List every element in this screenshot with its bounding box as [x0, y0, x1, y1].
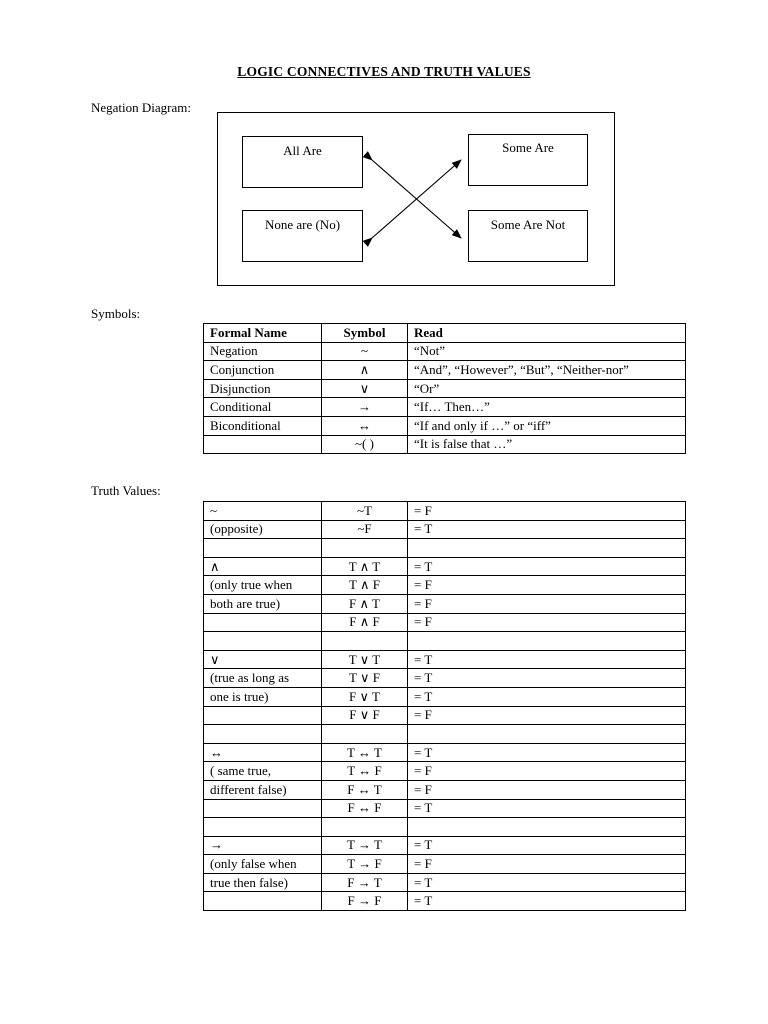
table-cell	[322, 539, 408, 558]
table-row	[204, 398, 686, 417]
table-row	[204, 892, 686, 911]
table-cell	[204, 892, 322, 911]
table-cell: Biconditional	[204, 416, 322, 435]
table-row	[204, 594, 686, 613]
table-cell: = T	[408, 836, 686, 855]
table-cell: T ↔ F	[322, 762, 408, 781]
table-cell	[408, 725, 686, 744]
table-cell: = T	[408, 873, 686, 892]
table-cell	[204, 818, 322, 837]
table-cell: (only true when	[204, 576, 322, 595]
table-cell: = T	[408, 799, 686, 818]
table-cell: “Or”	[408, 379, 686, 398]
table-cell: F → T	[322, 873, 408, 892]
table-cell: Conjunction	[204, 361, 322, 380]
table-cell	[408, 539, 686, 558]
table-cell: T ∨ T	[322, 650, 408, 669]
table-cell: = T	[408, 520, 686, 539]
table-cell: = T	[408, 687, 686, 706]
table-cell: T → T	[322, 836, 408, 855]
column-header: Formal Name	[204, 324, 322, 343]
table-row	[204, 539, 686, 558]
table-cell: ↔	[204, 743, 322, 762]
table-cell	[322, 725, 408, 744]
table-cell: (true as long as	[204, 669, 322, 688]
table-cell: ∧	[322, 361, 408, 380]
table-cell: true then false)	[204, 873, 322, 892]
table-header-row	[204, 324, 686, 343]
table-row	[204, 743, 686, 762]
table-cell: one is true)	[204, 687, 322, 706]
document-title: LOGIC CONNECTIVES AND TRUTH VALUES	[237, 64, 531, 79]
table-cell: (opposite)	[204, 520, 322, 539]
table-row	[204, 762, 686, 781]
table-row	[204, 435, 686, 454]
table-row	[204, 361, 686, 380]
table-cell: = F	[408, 706, 686, 725]
table-cell: ∧	[204, 557, 322, 576]
symbols-label: Symbols:	[91, 306, 141, 321]
table-row	[204, 818, 686, 837]
table-row	[204, 502, 686, 521]
table-cell: (only false when	[204, 855, 322, 874]
table-row	[204, 416, 686, 435]
table-cell: “It is false that …”	[408, 435, 686, 454]
table-cell: ~( )	[322, 435, 408, 454]
table-cell: both are true)	[204, 594, 322, 613]
table-cell	[204, 799, 322, 818]
box-none-are-label: None are (No)	[264, 217, 341, 232]
table-cell: ( same true,	[204, 762, 322, 781]
table-row	[204, 632, 686, 651]
table-cell: F ∨ T	[322, 687, 408, 706]
table-cell	[408, 632, 686, 651]
table-cell: F ↔ T	[322, 780, 408, 799]
table-cell: “And”, “However”, “But”, “Neither-nor”	[408, 361, 686, 380]
table-cell: ~T	[322, 502, 408, 521]
column-header: Read	[408, 324, 686, 343]
table-cell	[204, 725, 322, 744]
table-cell: = T	[408, 743, 686, 762]
table-cell: = F	[408, 594, 686, 613]
diagram-arrows	[0, 0, 768, 300]
table-cell: ~F	[322, 520, 408, 539]
table-cell: different false)	[204, 780, 322, 799]
table-cell: “If… Then…”	[408, 398, 686, 417]
table-row	[204, 557, 686, 576]
table-cell: “Not”	[408, 342, 686, 361]
table-cell: = F	[408, 762, 686, 781]
table-row	[204, 836, 686, 855]
table-cell: F ∧ T	[322, 594, 408, 613]
table-cell: = T	[408, 669, 686, 688]
table-row	[204, 379, 686, 398]
table-cell: Conditional	[204, 398, 322, 417]
table-cell: F ∧ F	[322, 613, 408, 632]
table-cell: T ∧ F	[322, 576, 408, 595]
table-cell	[322, 632, 408, 651]
table-row	[204, 613, 686, 632]
column-header: Symbol	[322, 324, 408, 343]
table-row	[204, 520, 686, 539]
box-some-are-label: Some Are	[502, 140, 554, 155]
table-cell	[204, 632, 322, 651]
table-cell: ~	[322, 342, 408, 361]
truth-values-table	[203, 501, 686, 911]
table-cell: Negation	[204, 342, 322, 361]
table-cell: Disjunction	[204, 379, 322, 398]
table-row	[204, 669, 686, 688]
table-cell	[204, 539, 322, 558]
table-row	[204, 873, 686, 892]
table-cell: = F	[408, 576, 686, 595]
table-cell: T ∨ F	[322, 669, 408, 688]
table-row	[204, 650, 686, 669]
table-cell	[204, 435, 322, 454]
table-cell	[204, 613, 322, 632]
table-row	[204, 855, 686, 874]
table-cell: →	[204, 836, 322, 855]
table-cell: = F	[408, 780, 686, 799]
table-cell: F ∨ F	[322, 706, 408, 725]
box-all-are-label: All Are	[283, 143, 322, 158]
table-cell: = T	[408, 650, 686, 669]
negation-diagram-label: Negation Diagram:	[91, 100, 191, 115]
table-cell: T → F	[322, 855, 408, 874]
table-cell: ~	[204, 502, 322, 521]
table-cell	[408, 818, 686, 837]
box-some-are-not-label: Some Are Not	[490, 217, 566, 232]
table-cell: ∨	[204, 650, 322, 669]
table-cell: = T	[408, 557, 686, 576]
table-cell: F → F	[322, 892, 408, 911]
table-cell: = T	[408, 892, 686, 911]
table-cell: ↔	[322, 416, 408, 435]
table-row	[204, 725, 686, 744]
table-row	[204, 706, 686, 725]
table-row	[204, 342, 686, 361]
table-row	[204, 780, 686, 799]
table-cell	[322, 818, 408, 837]
table-cell: ∨	[322, 379, 408, 398]
table-cell: T ∧ T	[322, 557, 408, 576]
table-row	[204, 799, 686, 818]
table-cell: →	[322, 398, 408, 417]
truth-values-label: Truth Values:	[91, 483, 161, 498]
table-row	[204, 687, 686, 706]
table-cell: = F	[408, 855, 686, 874]
table-cell: = F	[408, 502, 686, 521]
table-row	[204, 576, 686, 595]
table-cell	[204, 706, 322, 725]
table-cell: T ↔ T	[322, 743, 408, 762]
table-cell: “If and only if …” or “iff”	[408, 416, 686, 435]
table-cell: = F	[408, 613, 686, 632]
symbols-table	[203, 323, 686, 454]
table-cell: F ↔ F	[322, 799, 408, 818]
